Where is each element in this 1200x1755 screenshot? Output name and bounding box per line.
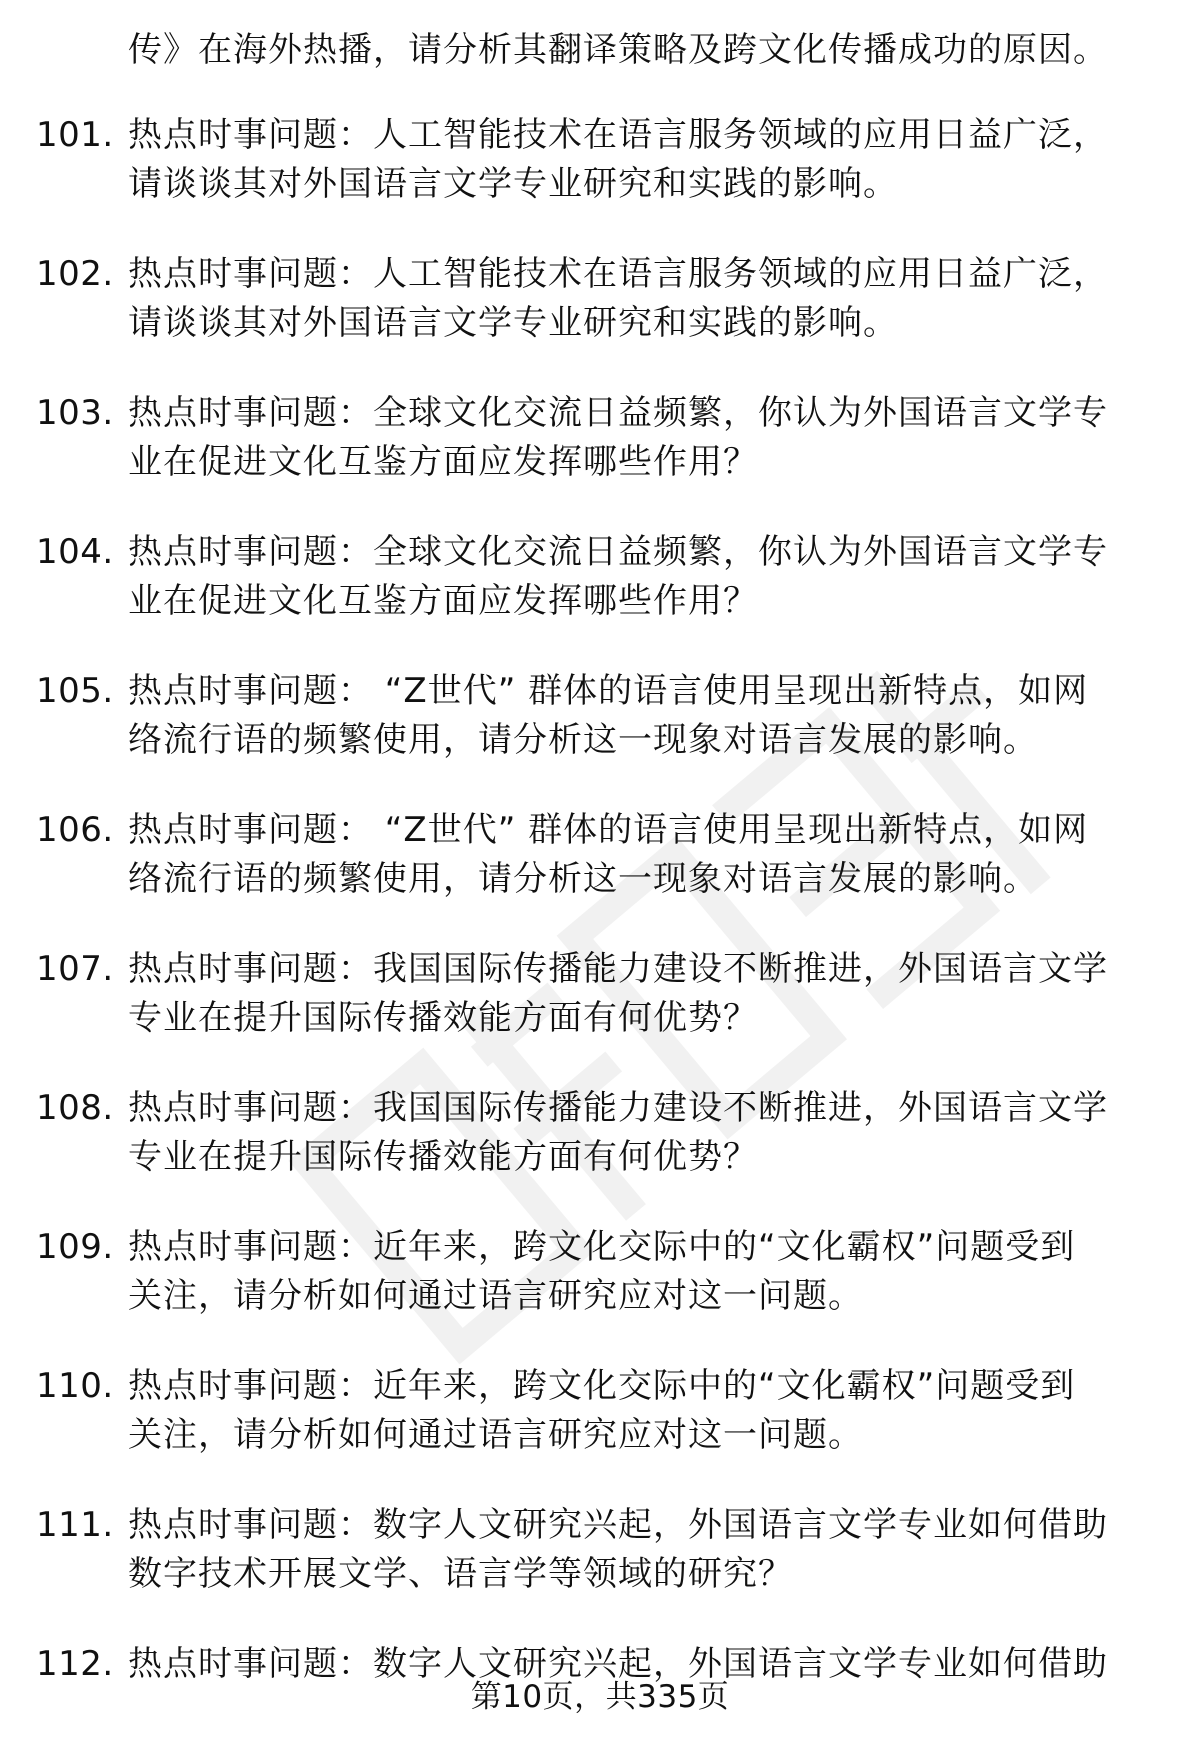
item-text: 热点时事问题：数字人文研究兴起，外国语言文学专业如何借助	[128, 1644, 1108, 1684]
list-item	[0, 667, 1200, 765]
list-item	[0, 1362, 1200, 1460]
list-item	[0, 945, 1200, 1043]
item-number: 106.	[36, 810, 114, 850]
list-item	[0, 806, 1200, 904]
list-item-continuation	[0, 26, 1200, 75]
item-text: 热点时事问题：数字人文研究兴起，外国语言文学专业如何借助 数字技术开展文学、语言学等领域的研究？	[128, 1505, 1108, 1594]
item-number: 105.	[36, 671, 114, 711]
list-item	[0, 111, 1200, 209]
list-item	[0, 1501, 1200, 1599]
item-number: 111.	[36, 1505, 114, 1545]
item-number: 102.	[36, 254, 114, 294]
item-number: 107.	[36, 949, 114, 989]
item-number: 104.	[36, 532, 114, 572]
list-item	[0, 250, 1200, 348]
item-text: 热点时事问题： “Z世代” 群体的语言使用呈现出新特点，如网 络流行语的频繁使用，请分析这一现象对语言发展的影响。	[128, 810, 1089, 899]
item-text: 传》在海外热播，请分析其翻译策略及跨文化传播成功的原因。	[128, 30, 1108, 70]
item-text: 热点时事问题：人工智能技术在语言服务领域的应用日益广泛， 请谈谈其对外国语言文学专业研究和实践的影响。	[128, 254, 1108, 343]
page-footer: 第10页，共335页	[470, 1679, 730, 1715]
item-number: 103.	[36, 393, 114, 433]
item-text: 热点时事问题：近年来，跨文化交际中的“文化霸权”问题受到 关注，请分析如何通过语言研究应对这一问题。	[128, 1227, 1076, 1316]
item-number: 110.	[36, 1366, 114, 1406]
item-text: 热点时事问题：近年来，跨文化交际中的“文化霸权”问题受到 关注，请分析如何通过语言研究应对这一问题。	[128, 1366, 1076, 1455]
list-item	[0, 389, 1200, 487]
item-text: 热点时事问题： “Z世代” 群体的语言使用呈现出新特点，如网 络流行语的频繁使用，请分析这一现象对语言发展的影响。	[128, 671, 1089, 760]
question-list	[0, 26, 1200, 1730]
item-text: 热点时事问题：我国国际传播能力建设不断推进，外国语言文学 专业在提升国际传播效能方面有何优势？	[128, 1088, 1108, 1177]
item-number: 108.	[36, 1088, 114, 1128]
list-item	[0, 1223, 1200, 1321]
list-item	[0, 528, 1200, 626]
item-text: 热点时事问题：全球文化交流日益频繁，你认为外国语言文学专 业在促进文化互鉴方面应发挥哪些作用？	[128, 532, 1108, 621]
list-item	[0, 1084, 1200, 1182]
item-number: 109.	[36, 1227, 114, 1267]
item-text: 热点时事问题：全球文化交流日益频繁，你认为外国语言文学专 业在促进文化互鉴方面应发挥哪些作用？	[128, 393, 1108, 482]
item-number: 112.	[36, 1644, 114, 1684]
item-number: 101.	[36, 115, 114, 155]
item-text: 热点时事问题：人工智能技术在语言服务领域的应用日益广泛， 请谈谈其对外国语言文学专业研究和实践的影响。	[128, 115, 1108, 204]
item-text: 热点时事问题：我国国际传播能力建设不断推进，外国语言文学 专业在提升国际传播效能方面有何优势？	[128, 949, 1108, 1038]
